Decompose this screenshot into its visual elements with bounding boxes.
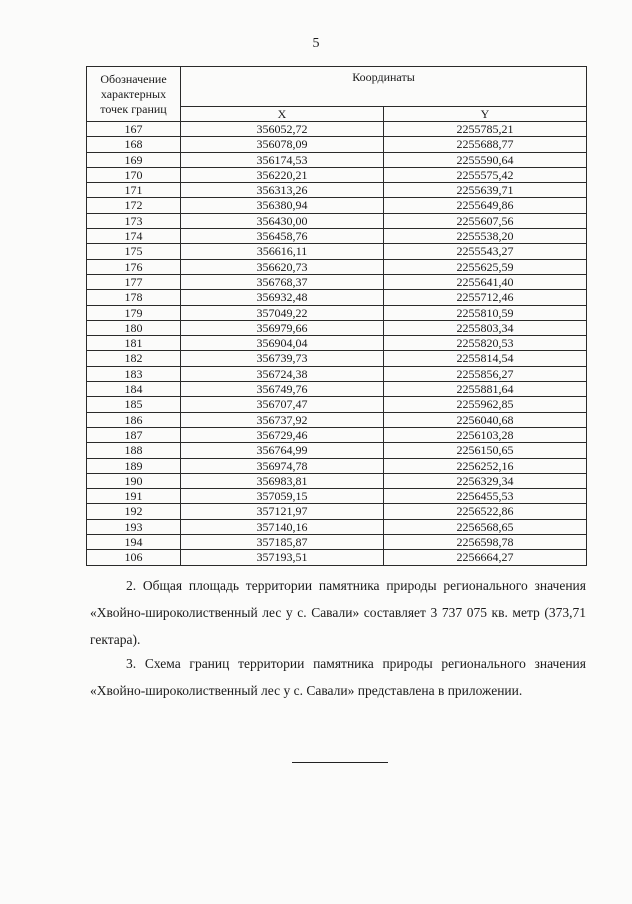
cell-y: 2256329,34 <box>384 473 587 488</box>
cell-y: 2255649,86 <box>384 198 587 213</box>
cell-point: 178 <box>87 290 181 305</box>
cell-point: 187 <box>87 427 181 442</box>
table-row <box>87 244 587 259</box>
cell-x: 357059,15 <box>181 489 384 504</box>
cell-y: 2255607,56 <box>384 213 587 228</box>
cell-y: 2255575,42 <box>384 167 587 182</box>
table-row <box>87 259 587 274</box>
cell-point: 177 <box>87 274 181 289</box>
table-row <box>87 397 587 412</box>
cell-y: 2255625,59 <box>384 259 587 274</box>
table-row <box>87 550 587 565</box>
cell-point: 182 <box>87 351 181 366</box>
cell-x: 356932,48 <box>181 290 384 305</box>
cell-y: 2256252,16 <box>384 458 587 473</box>
cell-point: 194 <box>87 535 181 550</box>
cell-x: 356620,73 <box>181 259 384 274</box>
cell-x: 357121,97 <box>181 504 384 519</box>
header-x: X <box>181 107 384 122</box>
cell-point: 176 <box>87 259 181 274</box>
cell-y: 2256455,53 <box>384 489 587 504</box>
cell-y: 2255962,85 <box>384 397 587 412</box>
cell-x: 356904,04 <box>181 336 384 351</box>
paragraph-total-area-text: 2. Общая площадь территории памятника природы регионального значения «Хвойно-широколиственный лес у с. Савали» составляет 3 737 075 кв. метр (373,71 гектара). <box>90 578 586 647</box>
header-point-designation: Обозначение характерных точек границ <box>87 67 181 122</box>
cell-x: 356174,53 <box>181 152 384 167</box>
table-row <box>87 427 587 442</box>
cell-x: 357049,22 <box>181 305 384 320</box>
cell-x: 356724,38 <box>181 366 384 381</box>
cell-x: 356078,09 <box>181 137 384 152</box>
cell-y: 2255543,27 <box>384 244 587 259</box>
table-row <box>87 519 587 534</box>
table-row <box>87 183 587 198</box>
cell-point: 171 <box>87 183 181 198</box>
cell-x: 356220,21 <box>181 167 384 182</box>
cell-point: 173 <box>87 213 181 228</box>
cell-y: 2255856,27 <box>384 366 587 381</box>
table-row <box>87 305 587 320</box>
cell-y: 2255538,20 <box>384 229 587 244</box>
cell-x: 356458,76 <box>181 229 384 244</box>
cell-y: 2256150,65 <box>384 443 587 458</box>
cell-point: 184 <box>87 382 181 397</box>
cell-point: 189 <box>87 458 181 473</box>
table-row <box>87 320 587 335</box>
cell-point: 168 <box>87 137 181 152</box>
cell-y: 2255641,40 <box>384 274 587 289</box>
cell-x: 356974,78 <box>181 458 384 473</box>
cell-x: 356979,66 <box>181 320 384 335</box>
table-row <box>87 274 587 289</box>
cell-point: 174 <box>87 229 181 244</box>
cell-y: 2256664,27 <box>384 550 587 565</box>
table-row <box>87 229 587 244</box>
cell-x: 356737,92 <box>181 412 384 427</box>
table-row <box>87 122 587 137</box>
cell-point: 169 <box>87 152 181 167</box>
cell-x: 357185,87 <box>181 535 384 550</box>
table-row <box>87 489 587 504</box>
table-row <box>87 152 587 167</box>
cell-point: 106 <box>87 550 181 565</box>
cell-x: 356616,11 <box>181 244 384 259</box>
cell-point: 170 <box>87 167 181 182</box>
cell-point: 193 <box>87 519 181 534</box>
cell-point: 188 <box>87 443 181 458</box>
table-row <box>87 443 587 458</box>
table-row <box>87 473 587 488</box>
table-row <box>87 412 587 427</box>
cell-y: 2255712,46 <box>384 290 587 305</box>
cell-y: 2255881,64 <box>384 382 587 397</box>
table-row <box>87 382 587 397</box>
cell-x: 356983,81 <box>181 473 384 488</box>
table-row <box>87 167 587 182</box>
table-row <box>87 137 587 152</box>
cell-point: 180 <box>87 320 181 335</box>
table-row <box>87 351 587 366</box>
cell-x: 357140,16 <box>181 519 384 534</box>
cell-y: 2256103,28 <box>384 427 587 442</box>
cell-x: 356729,46 <box>181 427 384 442</box>
cell-y: 2255803,34 <box>384 320 587 335</box>
cell-y: 2255639,71 <box>384 183 587 198</box>
table-row <box>87 290 587 305</box>
page-number: 5 <box>312 36 320 51</box>
cell-point: 175 <box>87 244 181 259</box>
cell-y: 2255810,59 <box>384 305 587 320</box>
table-row <box>87 198 587 213</box>
cell-point: 181 <box>87 336 181 351</box>
paragraph-boundary-scheme <box>90 650 586 704</box>
cell-x: 356707,47 <box>181 397 384 412</box>
cell-y: 2256568,65 <box>384 519 587 534</box>
cell-y: 2255688,77 <box>384 137 587 152</box>
header-coordinates: Координаты <box>181 67 587 107</box>
cell-point: 190 <box>87 473 181 488</box>
end-divider <box>292 762 388 763</box>
cell-point: 167 <box>87 122 181 137</box>
cell-y: 2255785,21 <box>384 122 587 137</box>
cell-x: 356313,26 <box>181 183 384 198</box>
cell-y: 2255814,54 <box>384 351 587 366</box>
cell-x: 356430,00 <box>181 213 384 228</box>
table-row <box>87 366 587 381</box>
cell-y: 2256598,78 <box>384 535 587 550</box>
cell-y: 2255590,64 <box>384 152 587 167</box>
cell-x: 356749,76 <box>181 382 384 397</box>
cell-y: 2256522,86 <box>384 504 587 519</box>
cell-point: 191 <box>87 489 181 504</box>
cell-point: 179 <box>87 305 181 320</box>
cell-point: 183 <box>87 366 181 381</box>
coordinates-table <box>86 66 587 566</box>
table-row <box>87 213 587 228</box>
cell-point: 185 <box>87 397 181 412</box>
table-row <box>87 535 587 550</box>
cell-point: 172 <box>87 198 181 213</box>
table-row <box>87 336 587 351</box>
paragraph-boundary-scheme-text: 3. Схема границ территории памятника природы регионального значения «Хвойно-широколиственный лес у с. Савали» представлена в приложении. <box>90 656 586 698</box>
header-y: Y <box>384 107 587 122</box>
coordinates-rows <box>87 122 587 566</box>
cell-y: 2255820,53 <box>384 336 587 351</box>
cell-x: 357193,51 <box>181 550 384 565</box>
paragraph-total-area <box>90 572 586 653</box>
cell-x: 356052,72 <box>181 122 384 137</box>
cell-x: 356380,94 <box>181 198 384 213</box>
table-row <box>87 458 587 473</box>
cell-point: 186 <box>87 412 181 427</box>
table-row <box>87 504 587 519</box>
cell-y: 2256040,68 <box>384 412 587 427</box>
cell-x: 356768,37 <box>181 274 384 289</box>
cell-x: 356764,99 <box>181 443 384 458</box>
cell-point: 192 <box>87 504 181 519</box>
cell-x: 356739,73 <box>181 351 384 366</box>
